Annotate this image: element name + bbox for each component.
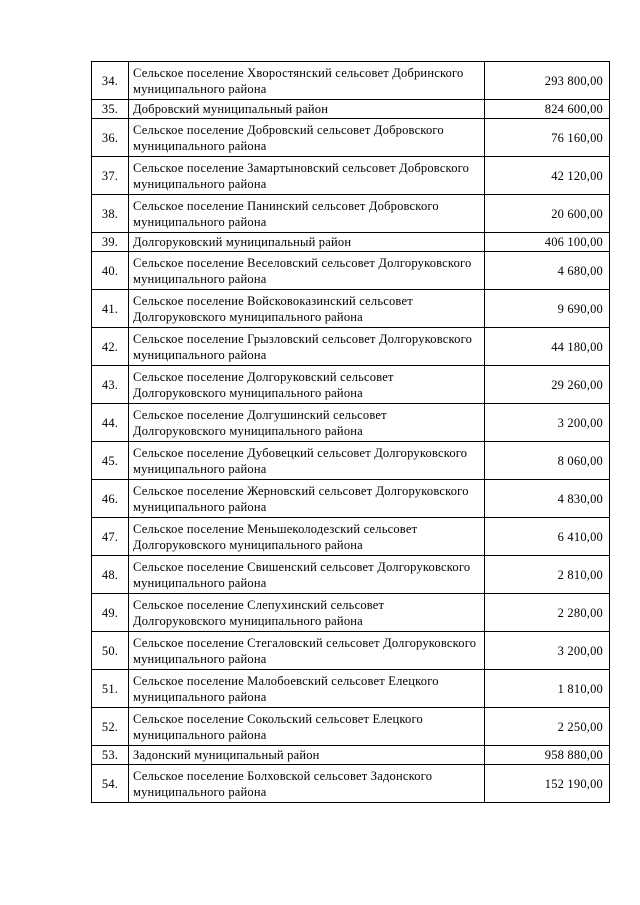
row-number: 48. <box>92 556 129 594</box>
row-amount: 29 260,00 <box>485 366 610 404</box>
row-number: 44. <box>92 404 129 442</box>
row-amount: 20 600,00 <box>485 195 610 233</box>
row-name: Сельское поселение Стегаловский сельсовет Долгоруковского муниципального района <box>129 632 485 670</box>
row-amount: 2 810,00 <box>485 556 610 594</box>
table-row <box>92 765 610 803</box>
table-row <box>92 328 610 366</box>
row-name: Долгоруковский муниципальный район <box>129 233 485 252</box>
row-number: 46. <box>92 480 129 518</box>
row-number: 43. <box>92 366 129 404</box>
row-amount: 1 810,00 <box>485 670 610 708</box>
table-row <box>92 100 610 119</box>
row-number: 36. <box>92 119 129 157</box>
row-amount: 76 160,00 <box>485 119 610 157</box>
row-name: Сельское поселение Долгушинский сельсовет Долгоруковского муниципального района <box>129 404 485 442</box>
row-number: 54. <box>92 765 129 803</box>
row-name: Сельское поселение Меньшеколодезский сельсовет Долгоруковского муниципального района <box>129 518 485 556</box>
table-row <box>92 442 610 480</box>
allocation-table <box>91 61 610 803</box>
table-row <box>92 290 610 328</box>
row-number: 34. <box>92 62 129 100</box>
row-number: 51. <box>92 670 129 708</box>
row-amount: 293 800,00 <box>485 62 610 100</box>
row-name: Добровский муниципальный район <box>129 100 485 119</box>
row-amount: 3 200,00 <box>485 404 610 442</box>
row-amount: 9 690,00 <box>485 290 610 328</box>
row-number: 49. <box>92 594 129 632</box>
row-name: Сельское поселение Панинский сельсовет Добровского муниципального района <box>129 195 485 233</box>
row-number: 40. <box>92 252 129 290</box>
row-amount: 8 060,00 <box>485 442 610 480</box>
row-name: Сельское поселение Свишенский сельсовет Долгоруковского муниципального района <box>129 556 485 594</box>
row-number: 35. <box>92 100 129 119</box>
row-amount: 2 250,00 <box>485 708 610 746</box>
row-amount: 6 410,00 <box>485 518 610 556</box>
table-row <box>92 404 610 442</box>
row-amount: 42 120,00 <box>485 157 610 195</box>
row-name: Сельское поселение Грызловский сельсовет Долгоруковского муниципального района <box>129 328 485 366</box>
row-amount: 824 600,00 <box>485 100 610 119</box>
table-row <box>92 252 610 290</box>
row-name: Сельское поселение Жерновский сельсовет Долгоруковского муниципального района <box>129 480 485 518</box>
table-row <box>92 480 610 518</box>
table-row <box>92 556 610 594</box>
table-row <box>92 708 610 746</box>
table-row <box>92 233 610 252</box>
row-number: 47. <box>92 518 129 556</box>
table-row <box>92 119 610 157</box>
row-amount: 4 830,00 <box>485 480 610 518</box>
row-number: 37. <box>92 157 129 195</box>
row-name: Сельское поселение Дубовецкий сельсовет Долгоруковского муниципального района <box>129 442 485 480</box>
row-number: 42. <box>92 328 129 366</box>
table-row <box>92 746 610 765</box>
row-number: 50. <box>92 632 129 670</box>
table-row <box>92 157 610 195</box>
table-row <box>92 518 610 556</box>
table-row <box>92 366 610 404</box>
row-number: 41. <box>92 290 129 328</box>
row-name: Сельское поселение Болховской сельсовет Задонского муниципального района <box>129 765 485 803</box>
row-name: Задонский муниципальный район <box>129 746 485 765</box>
table-row <box>92 670 610 708</box>
row-number: 39. <box>92 233 129 252</box>
table-body <box>92 62 610 803</box>
row-amount: 4 680,00 <box>485 252 610 290</box>
row-name: Сельское поселение Хворостянский сельсовет Добринского муниципального района <box>129 62 485 100</box>
row-name: Сельское поселение Войсковоказинский сельсовет Долгоруковского муниципального района <box>129 290 485 328</box>
table-row <box>92 62 610 100</box>
table-row <box>92 195 610 233</box>
row-amount: 2 280,00 <box>485 594 610 632</box>
row-number: 45. <box>92 442 129 480</box>
row-name: Сельское поселение Слепухинский сельсовет Долгоруковского муниципального района <box>129 594 485 632</box>
table-row <box>92 632 610 670</box>
row-amount: 152 190,00 <box>485 765 610 803</box>
row-amount: 958 880,00 <box>485 746 610 765</box>
row-amount: 44 180,00 <box>485 328 610 366</box>
row-name: Сельское поселение Долгоруковский сельсовет Долгоруковского муниципального района <box>129 366 485 404</box>
row-name: Сельское поселение Замартыновский сельсовет Добровского муниципального района <box>129 157 485 195</box>
row-number: 53. <box>92 746 129 765</box>
row-amount: 3 200,00 <box>485 632 610 670</box>
row-number: 52. <box>92 708 129 746</box>
table-row <box>92 594 610 632</box>
row-name: Сельское поселение Малобоевский сельсовет Елецкого муниципального района <box>129 670 485 708</box>
row-name: Сельское поселение Веселовский сельсовет Долгоруковского муниципального района <box>129 252 485 290</box>
row-name: Сельское поселение Добровский сельсовет Добровского муниципального района <box>129 119 485 157</box>
row-name: Сельское поселение Сокольский сельсовет Елецкого муниципального района <box>129 708 485 746</box>
row-number: 38. <box>92 195 129 233</box>
row-amount: 406 100,00 <box>485 233 610 252</box>
